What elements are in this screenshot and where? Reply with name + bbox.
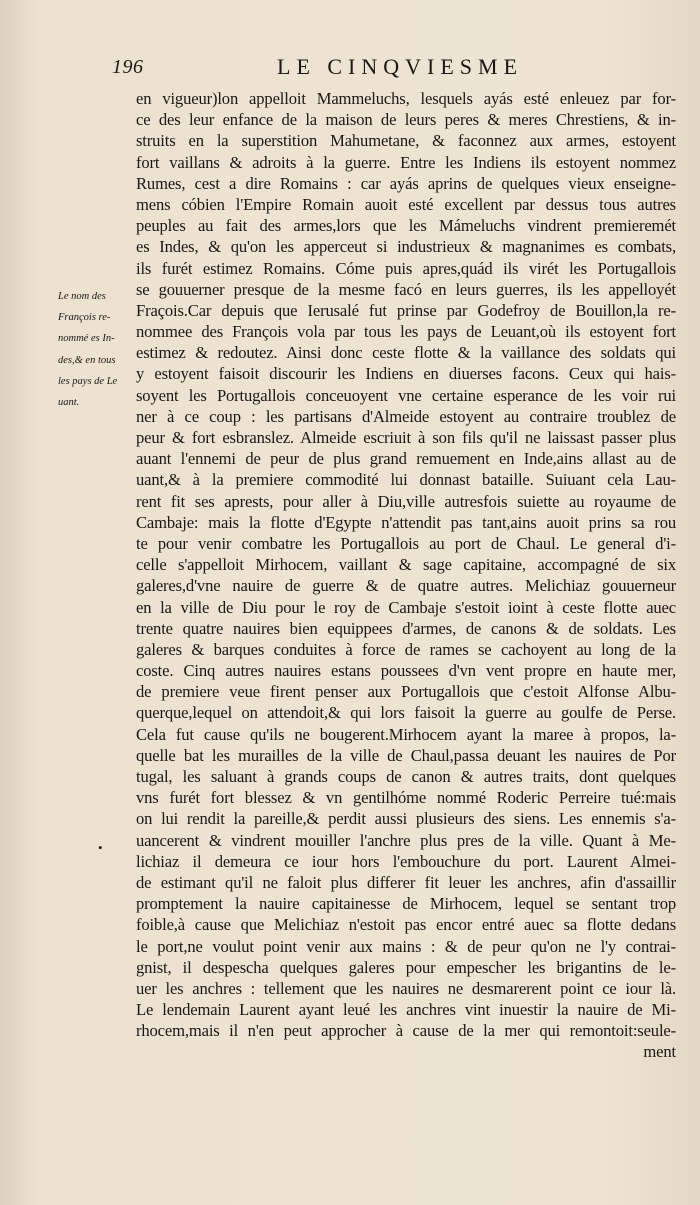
margin-note-line: des,& en tous (58, 354, 116, 366)
running-title: LE CINQVIESME (277, 54, 524, 79)
text-line: peuples au fait des armes,lors que les Mámeluchs vindrent premieremét (136, 216, 676, 236)
text-line: querque,lequel on attendoit,& qui lors faisoit la guerre au goulfe de Perse. (136, 703, 676, 723)
text-line: en la ville de Diu pour le roy de Cambaje s'estoit ioint à ceste flotte auec (136, 597, 676, 617)
text-line: on lui rendit la pareille,& perdit aussi plusieurs des siens. Les ennemis s'a- (136, 809, 676, 829)
text-line: galeres & barques conduites à force de rames se cachoyent au long de la (136, 639, 676, 659)
text-line: y estoyent faisoit discourir les Indiens en diuerses facons. Ceux qui hais- (136, 364, 676, 384)
text-line: mens cóbien l'Empire Romain auoit esté excellent par dessus tous autres (136, 194, 676, 214)
text-line: Cambaje: mais la flotte d'Egypte n'attendit pas tant,ains auoit prins sa rou (136, 512, 676, 532)
text-line: quelle bat les murailles de la ville de Chaul,passa deuant les nauires de Por (136, 745, 676, 765)
text-line: es Indes, & qu'on les apperceut si industrieux & magnanimes es combats, (136, 237, 676, 257)
text-line: en vigueur)lon appelloit Mammeluchs, lesquels ayás esté enleuez par for- (136, 89, 676, 108)
text-line: estimez & redoutez. Ainsi donc ceste flotte & la vaillance des soldats qui (136, 343, 676, 363)
margin-note-line: François re- (58, 312, 111, 324)
text-line: ner à ce coup : les partisans d'Almeide estoyent au contraire troublez de (136, 406, 676, 426)
text-line: Fraçois.Car depuis que Ierusalé fut prinse par Godefroy de Bouillon,la re- (136, 300, 676, 320)
stray-mark: • (98, 840, 103, 855)
text-line: soyent les Portugallois conceuoyent vne certaine esperance de les voir rui (136, 385, 676, 405)
text-line: de premiere veue firent penser aux Portugallois que c'estoit Alfonse Albu- (136, 682, 676, 702)
page-number: 196 (112, 56, 144, 78)
text-line: rhocem,mais il n'en peut approcher à cause de la mer qui remontoit:seule- (136, 1021, 676, 1041)
text-line: le port,ne voulut point venir aux mains : & de peur qu'on ne l'y contrai- (136, 936, 676, 956)
text-line: rent fit ses aprests, pour aller à Diu,ville autresfois suiette au royaume de (136, 491, 676, 511)
text-line: ils furét estimez Romains. Cóme puis apres,quád ils virét les Portugallois (136, 258, 676, 278)
text-line: trente quatre nauires bien equippees d'armes, de canons & de soldats. Les (136, 618, 676, 638)
text-line: tugal, les saluant à grands coups de canon & autres traits, dont quelques (136, 767, 676, 786)
text-line: se gouuerner presque de la mesme facó en leurs guerres, ils les appelloyét (136, 279, 676, 299)
text-line: te pour venir combatre les Portugallois au port de Chaul. Le general d'i- (136, 533, 676, 553)
text-line: foible,à cause que Melichiaz n'estoit pas encor entré auec sa flotte dedans (136, 915, 676, 935)
catchword: ment (643, 1042, 676, 1062)
text-line: de estimant qu'il ne faloit plus differer fit leuer les anchres, afin d'assaillir (136, 872, 676, 892)
text-line: Cela fut cause qu'ils ne bougerent.Mirhocem ayant la maree à propos, la- (136, 724, 676, 744)
text-line: lichiaz il demeura ce iour hors l'embouchure du port. Laurent Almei- (136, 851, 676, 871)
text-line: uer les anchres : tellement que les nauires ne desmarerent point ce iour là. (136, 978, 676, 998)
text-line: uancerent & vindrent mouiller l'anchre plus pres de la ville. Quant à Me- (136, 830, 676, 850)
text-line: peur & fort esbranslez. Almeide escriuit à son fils qu'il ne laissast passer plus (136, 428, 676, 447)
text-line: uant,& à la premiere commodité lui donnast bataille. Suiuant cela Lau- (136, 470, 676, 490)
text-line: galeres,d'vne nauire de guerre & de quatre autres. Melichiaz gouuerneur (136, 576, 676, 596)
text-line: fort vaillans & adroits à la guerre. Entre les Indiens ils estoyent nommez (136, 152, 676, 172)
text-line: coste. Cinq autres nauires estans poussees d'vn vent propre en haute mer, (136, 661, 676, 681)
margin-note-line: nommé es In- (58, 333, 115, 345)
text-line: promptement la nauire capitainesse de Mirhocem, lequel se sentant trop (136, 894, 676, 914)
text-line: struits en la superstition Mahumetane, & faconnez aux armes, estoyent (136, 131, 676, 151)
text-line: auant l'ennemi de peur de plus grand remuement en Inde,ains allast au de (136, 449, 676, 469)
text-line: Le lendemain Laurent ayant leué les anchres vint inuestir la nauire de Mi- (136, 1000, 676, 1020)
text-line: Rumes, cest a dire Romains : car ayás aprins de quelques vieux enseigne- (136, 173, 676, 193)
text-line: vns furét fort blessez & vn gentilhóme nommé Roderic Perreire tué:mais (136, 788, 676, 808)
text-line: ce des leur enfance de la maison de leurs peres & meres Chrestiens, & in- (136, 110, 676, 130)
page-header (112, 56, 672, 84)
margin-note-line: Le nom des (58, 291, 106, 302)
body-text (136, 88, 676, 1063)
text-line: celle s'appelloit Mirhocem, vaillant & sage capitaine, accompagné de six (136, 555, 676, 575)
text-line: nommee des François vola par tous les pays de Leuant,où ils estoyent fort (136, 322, 676, 342)
margin-note-line: les pays de Le (58, 375, 118, 387)
margin-note-line: uant. (58, 396, 80, 408)
margin-note (58, 286, 136, 413)
text-line: gnist, il despescha quelques galeres pour empescher les brigantins de le- (136, 957, 676, 977)
